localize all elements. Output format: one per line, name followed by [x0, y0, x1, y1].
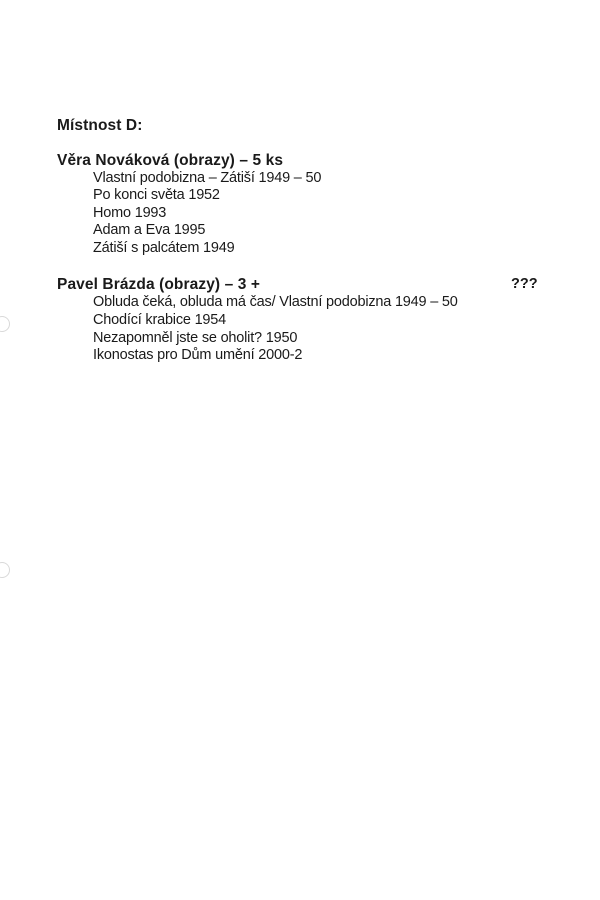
artwork-item: Adam a Eva 1995 — [93, 222, 206, 238]
artwork-item: Chodící krabice 1954 — [93, 312, 227, 328]
artwork-item: Nezapomněl jste se oholit? 1950 — [93, 330, 298, 346]
room-heading: Místnost D: — [57, 117, 143, 134]
artwork-item: Ikonostas pro Dům umění 2000-2 — [93, 347, 303, 363]
artwork-item: Po konci světa 1952 — [93, 187, 220, 203]
artwork-item: Homo 1993 — [93, 205, 167, 221]
artwork-item: Vlastní podobizna – Zátiší 1949 – 50 — [93, 170, 322, 186]
punch-hole-mark — [0, 316, 10, 332]
artwork-item: Obluda čeká, obluda má čas/ Vlastní podobizna 1949 – 50 — [93, 294, 458, 310]
artwork-item: Zátiší s palcátem 1949 — [93, 240, 235, 256]
artist-heading-novakova: Věra Nováková (obrazy) – 5 ks — [57, 152, 284, 169]
artist-heading-brazda: Pavel Brázda (obrazy) – 3 + — [57, 276, 260, 293]
question-marker: ??? — [511, 276, 538, 292]
punch-hole-mark — [0, 562, 10, 578]
